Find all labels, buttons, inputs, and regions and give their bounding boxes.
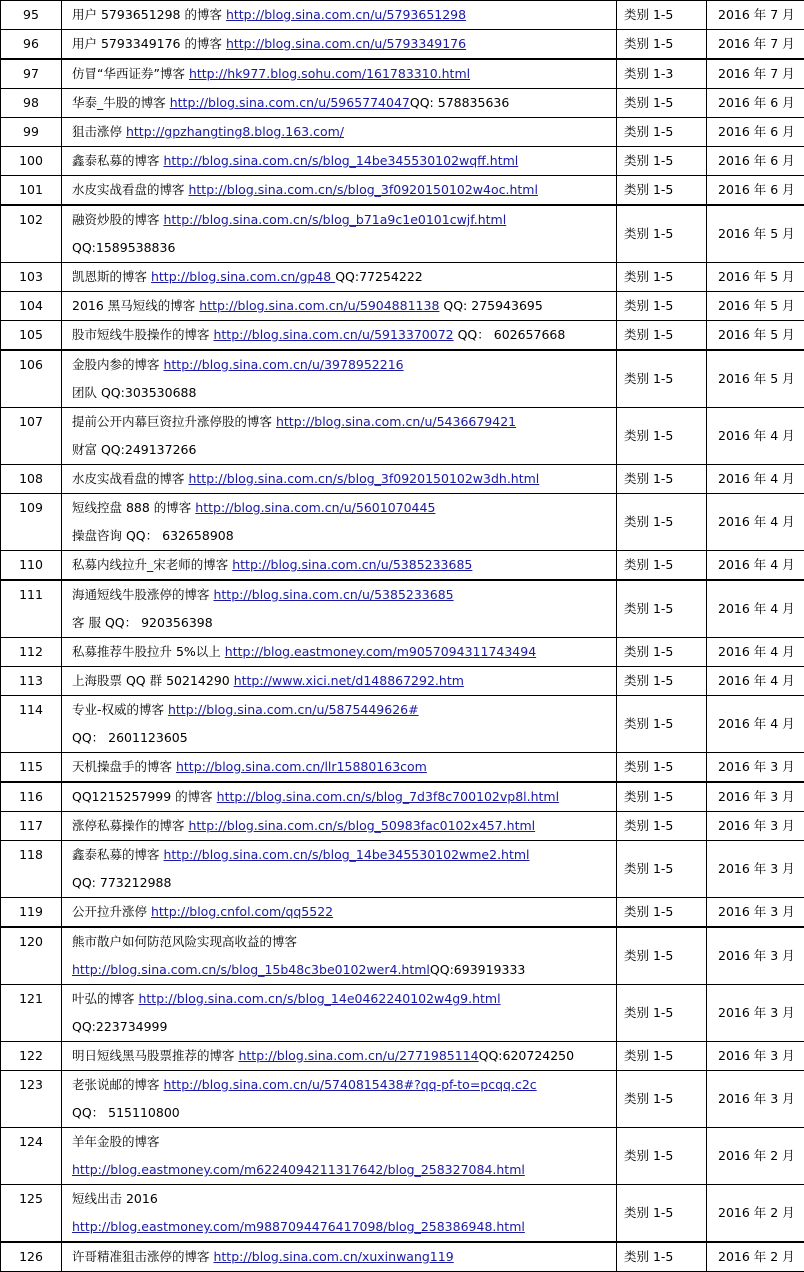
entry-text: 公开拉升涨停 [72, 904, 151, 919]
date-cell: 2016 年 4 月 [707, 551, 804, 581]
category-cell: 类别 1-5 [617, 551, 707, 581]
row-number: 121 [1, 985, 62, 1042]
blog-link[interactable]: http://blog.sina.com.cn/llr15880163com [176, 759, 427, 774]
table-row [1, 1185, 804, 1243]
entry-text: 专业-权威的博客 [72, 702, 168, 717]
blog-link[interactable]: http://blog.sina.com.cn/u/3978952216 [163, 357, 403, 372]
table-row [1, 408, 804, 465]
date-cell: 2016 年 7 月 [707, 59, 804, 89]
row-number: 97 [1, 59, 62, 89]
row-number: 123 [1, 1071, 62, 1128]
blog-link[interactable]: http://blog.sina.com.cn/s/blog_7d3f8c700102vp8l.html [217, 789, 559, 804]
table-row [1, 841, 804, 898]
row-number: 110 [1, 551, 62, 581]
category-cell: 类别 1-5 [617, 638, 707, 667]
entry-line [72, 408, 616, 436]
row-number: 105 [1, 321, 62, 351]
blog-title-cell [62, 841, 617, 898]
table-row [1, 1071, 804, 1128]
entry-line [72, 118, 616, 146]
blog-title-cell [62, 1128, 617, 1185]
blog-link[interactable]: http://hk977.blog.sohu.com/161783310.html [189, 66, 470, 81]
row-number: 124 [1, 1128, 62, 1185]
table-body [1, 1, 804, 1272]
category-cell: 类别 1-5 [617, 147, 707, 176]
table-row [1, 898, 804, 928]
blog-title-cell [62, 1185, 617, 1243]
table-row [1, 580, 804, 638]
date-cell: 2016 年 3 月 [707, 812, 804, 841]
entry-line [72, 1185, 616, 1213]
row-number: 95 [1, 1, 62, 30]
entry-text: QQ: 773212988 [72, 875, 171, 890]
date-cell: 2016 年 7 月 [707, 30, 804, 60]
category-cell: 类别 1-5 [617, 753, 707, 783]
blog-title-cell [62, 753, 617, 783]
category-cell: 类别 1-5 [617, 667, 707, 696]
entry-text: 羊年金股的博客 [72, 1134, 160, 1149]
table-row [1, 118, 804, 147]
blog-link[interactable]: http://blog.sina.com.cn/s/blog_3f0920150102w4oc.html [188, 182, 537, 197]
entry-text: 操盘咨询 QQ： 632658908 [72, 528, 234, 543]
table-row [1, 927, 804, 985]
entry-line [72, 1, 616, 29]
row-number: 114 [1, 696, 62, 753]
blog-link[interactable]: http://blog.sina.com.cn/u/5436679421 [276, 414, 516, 429]
entry-line [72, 956, 616, 984]
category-cell: 类别 1-5 [617, 1185, 707, 1243]
category-cell: 类别 1-5 [617, 89, 707, 118]
blog-title-cell [62, 898, 617, 928]
date-cell: 2016 年 4 月 [707, 580, 804, 638]
blog-title-cell [62, 30, 617, 60]
date-cell: 2016 年 4 月 [707, 667, 804, 696]
entry-line [72, 1071, 616, 1099]
entry-text: 仿冒“华西证券”博客 [72, 66, 189, 81]
table-row [1, 465, 804, 494]
entry-text: 水皮实战看盘的博客 [72, 182, 188, 197]
date-cell: 2016 年 2 月 [707, 1185, 804, 1243]
entry-text: 财富 QQ:249137266 [72, 442, 196, 457]
date-cell: 2016 年 3 月 [707, 753, 804, 783]
entry-extra: QQ: 578835636 [410, 95, 509, 110]
category-cell: 类别 1-5 [617, 263, 707, 292]
entry-line [72, 812, 616, 840]
blog-link[interactable]: http://blog.sina.com.cn/u/5740815438#?qq-pf-to=pcqq.c2c [163, 1077, 536, 1092]
entry-text: 客 服 QQ： 920356398 [72, 615, 213, 630]
date-cell: 2016 年 4 月 [707, 494, 804, 551]
entry-text: 凯恩斯的博客 [72, 269, 151, 284]
table-row [1, 667, 804, 696]
row-number: 98 [1, 89, 62, 118]
entry-line [72, 581, 616, 609]
blog-title-cell [62, 551, 617, 581]
row-number: 102 [1, 205, 62, 263]
blog-title-cell [62, 465, 617, 494]
blog-title-cell [62, 350, 617, 408]
date-cell: 2016 年 3 月 [707, 1042, 804, 1071]
entry-line [72, 206, 616, 234]
category-cell: 类别 1-5 [617, 927, 707, 985]
row-number: 104 [1, 292, 62, 321]
blog-link[interactable]: http://www.xici.net/d148867292.htm [234, 673, 464, 688]
entry-text: 老张说邮的博客 [72, 1077, 163, 1092]
entry-line [72, 465, 616, 493]
category-cell: 类别 1-3 [617, 59, 707, 89]
blog-link[interactable]: http://blog.eastmoney.com/m9057094311743494 [225, 644, 536, 659]
blog-link[interactable]: http://blog.sina.com.cn/s/blog_15b48c3be0102wer4.html [72, 962, 430, 977]
category-cell: 类别 1-5 [617, 118, 707, 147]
entry-text: 团队 QQ:303530688 [72, 385, 196, 400]
entry-text: 融资炒股的博客 [72, 212, 163, 227]
entry-text: QQ1215257999 的博客 [72, 789, 217, 804]
entry-line [72, 494, 616, 522]
entry-text: 明日短线黑马股票推荐的博客 [72, 1048, 238, 1063]
date-cell: 2016 年 4 月 [707, 465, 804, 494]
date-cell: 2016 年 5 月 [707, 292, 804, 321]
blog-title-cell [62, 408, 617, 465]
table-row [1, 985, 804, 1042]
row-number: 120 [1, 927, 62, 985]
table-row [1, 638, 804, 667]
blog-title-cell [62, 1071, 617, 1128]
entry-text: QQ:1589538836 [72, 240, 175, 255]
entry-line [72, 985, 616, 1013]
date-cell: 2016 年 3 月 [707, 841, 804, 898]
table-row [1, 59, 804, 89]
blog-link[interactable]: http://blog.eastmoney.com/m6224094211317642/blog_258327084.html [72, 1162, 525, 1177]
row-number: 122 [1, 1042, 62, 1071]
blog-link[interactable]: http://blog.sina.com.cn/u/5601070445 [195, 500, 435, 515]
blog-title-cell [62, 118, 617, 147]
entry-line [72, 30, 616, 58]
entry-text: 许哥精准狙击涨停的博客 [72, 1249, 213, 1264]
date-cell: 2016 年 2 月 [707, 1242, 804, 1272]
category-cell: 类别 1-5 [617, 1242, 707, 1272]
entry-line [72, 928, 616, 956]
entry-line [72, 638, 616, 666]
category-cell: 类别 1-5 [617, 985, 707, 1042]
entry-text: 私募内线拉升_宋老师的博客 [72, 557, 232, 572]
entry-text: QQ： 515110800 [72, 1105, 180, 1120]
date-cell: 2016 年 3 月 [707, 1071, 804, 1128]
row-number: 125 [1, 1185, 62, 1243]
entry-line [72, 234, 616, 262]
blog-link[interactable]: http://blog.sina.com.cn/xuxinwang119 [213, 1249, 453, 1264]
category-cell: 类别 1-5 [617, 812, 707, 841]
row-number: 112 [1, 638, 62, 667]
blog-link[interactable]: http://blog.sina.com.cn/s/blog_14be345530102wme2.html [163, 847, 529, 862]
table-row [1, 1042, 804, 1071]
blog-link[interactable]: http://blog.sina.com.cn/gp48 [151, 269, 335, 284]
date-cell: 2016 年 6 月 [707, 89, 804, 118]
entry-text: 狙击涨停 [72, 124, 126, 139]
date-cell: 2016 年 3 月 [707, 985, 804, 1042]
blog-link[interactable]: http://blog.eastmoney.com/m9887094476417098/blog_258386948.html [72, 1219, 525, 1234]
blog-link[interactable]: http://blog.sina.com.cn/u/5904881138 [199, 298, 439, 313]
blog-title-cell [62, 638, 617, 667]
row-number: 107 [1, 408, 62, 465]
date-cell: 2016 年 5 月 [707, 321, 804, 351]
category-cell: 类别 1-5 [617, 176, 707, 206]
blog-link[interactable]: http://blog.sina.com.cn/u/5875449626# [168, 702, 419, 717]
category-cell: 类别 1-5 [617, 30, 707, 60]
date-cell: 2016 年 3 月 [707, 927, 804, 985]
entry-text: 涨停私募操作的博客 [72, 818, 188, 833]
table-row [1, 753, 804, 783]
entry-text: 叶弘的博客 [72, 991, 138, 1006]
entry-line [72, 609, 616, 637]
blog-link[interactable]: http://blog.sina.com.cn/s/blog_b71a9c1e0101cwjf.html [163, 212, 506, 227]
blog-title-cell [62, 927, 617, 985]
blog-title-cell [62, 1, 617, 30]
entry-text: 华泰_牛股的博客 [72, 95, 170, 110]
date-cell: 2016 年 5 月 [707, 263, 804, 292]
table-row [1, 176, 804, 206]
blog-title-cell [62, 147, 617, 176]
category-cell: 类别 1-5 [617, 350, 707, 408]
entry-extra: QQ: 275943695 [439, 298, 542, 313]
entry-extra: QQ:620724250 [479, 1048, 574, 1063]
category-cell: 类别 1-5 [617, 1, 707, 30]
blog-link[interactable]: http://blog.sina.com.cn/u/5385233685 [213, 587, 453, 602]
table-row [1, 321, 804, 351]
blog-link[interactable]: http://blog.sina.com.cn/s/blog_14be345530102wqff.html [163, 153, 518, 168]
category-cell: 类别 1-5 [617, 408, 707, 465]
entry-line [72, 522, 616, 550]
table-row [1, 263, 804, 292]
entry-text: 天机操盘手的博客 [72, 759, 176, 774]
entry-line [72, 898, 616, 926]
entry-line [72, 1013, 616, 1041]
blog-title-cell [62, 494, 617, 551]
entry-text: 熊市散户如何防范风险实现高收益的博客 [72, 934, 297, 949]
blog-title-cell [62, 812, 617, 841]
entry-line [72, 1128, 616, 1156]
blog-title-cell [62, 1242, 617, 1272]
blog-title-cell [62, 782, 617, 812]
table-row [1, 1128, 804, 1185]
blog-link[interactable]: http://blog.sina.com.cn/u/5913370072 [213, 327, 453, 342]
blog-link[interactable]: http://blog.sina.com.cn/u/5793651298 [226, 7, 466, 22]
blog-title-cell [62, 176, 617, 206]
row-number: 115 [1, 753, 62, 783]
row-number: 100 [1, 147, 62, 176]
blog-link[interactable]: http://blog.sina.com.cn/s/blog_14e0462240102w4g9.html [138, 991, 500, 1006]
table-row [1, 292, 804, 321]
category-cell: 类别 1-5 [617, 898, 707, 928]
entry-text: 私募推荐牛股拉升 5%以上 [72, 644, 225, 659]
entry-line [72, 841, 616, 869]
entry-text: 2016 黑马短线的博客 [72, 298, 199, 313]
entry-line [72, 869, 616, 897]
row-number: 113 [1, 667, 62, 696]
blog-title-cell [62, 580, 617, 638]
entry-text: 海通短线牛股涨停的博客 [72, 587, 213, 602]
category-cell: 类别 1-5 [617, 1071, 707, 1128]
entry-line [72, 379, 616, 407]
date-cell: 2016 年 3 月 [707, 898, 804, 928]
row-number: 116 [1, 782, 62, 812]
entry-line [72, 1213, 616, 1241]
entry-line [72, 60, 616, 88]
row-number: 126 [1, 1242, 62, 1272]
category-cell: 类别 1-5 [617, 1128, 707, 1185]
table-row [1, 551, 804, 581]
date-cell: 2016 年 5 月 [707, 350, 804, 408]
date-cell: 2016 年 3 月 [707, 782, 804, 812]
category-cell: 类别 1-5 [617, 494, 707, 551]
entry-line [72, 753, 616, 781]
row-number: 111 [1, 580, 62, 638]
date-cell: 2016 年 4 月 [707, 638, 804, 667]
blog-link[interactable]: http://blog.sina.com.cn/s/blog_50983fac0102x457.html [188, 818, 535, 833]
table-row [1, 350, 804, 408]
entry-line [72, 321, 616, 349]
date-cell: 2016 年 7 月 [707, 1, 804, 30]
table-row [1, 30, 804, 60]
date-cell: 2016 年 2 月 [707, 1128, 804, 1185]
blog-link[interactable]: http://gpzhangting8.blog.163.com/ [126, 124, 344, 139]
entry-text: 提前公开内幕巨资拉升涨停股的博客 [72, 414, 276, 429]
row-number: 99 [1, 118, 62, 147]
table-row [1, 89, 804, 118]
entry-line [72, 551, 616, 579]
table-row [1, 1242, 804, 1272]
entry-line [72, 1099, 616, 1127]
date-cell: 2016 年 4 月 [707, 696, 804, 753]
date-cell: 2016 年 4 月 [707, 408, 804, 465]
table-row [1, 696, 804, 753]
row-number: 103 [1, 263, 62, 292]
entry-text: 水皮实战看盘的博客 [72, 471, 188, 486]
category-cell: 类别 1-5 [617, 782, 707, 812]
table-row [1, 1, 804, 30]
blog-link[interactable]: http://blog.sina.com.cn/u/5965774047 [170, 95, 410, 110]
blog-link[interactable]: http://blog.sina.com.cn/s/blog_3f0920150102w3dh.html [188, 471, 539, 486]
entry-line [72, 667, 616, 695]
entry-text: 鑫泰私募的博客 [72, 847, 163, 862]
category-cell: 类别 1-5 [617, 580, 707, 638]
blog-link[interactable]: http://blog.cnfol.com/qq5522 [151, 904, 333, 919]
entry-text: QQ： 2601123605 [72, 730, 188, 745]
entry-line [72, 292, 616, 320]
blog-link[interactable]: http://blog.sina.com.cn/u/5385233685 [232, 557, 472, 572]
blog-title-cell [62, 89, 617, 118]
row-number: 108 [1, 465, 62, 494]
row-number: 96 [1, 30, 62, 60]
entry-line [72, 147, 616, 175]
table-row [1, 205, 804, 263]
entry-text: 股市短线牛股操作的博客 [72, 327, 213, 342]
blog-title-cell [62, 696, 617, 753]
row-number: 106 [1, 350, 62, 408]
table-row [1, 812, 804, 841]
date-cell: 2016 年 6 月 [707, 147, 804, 176]
entry-line [72, 351, 616, 379]
blog-link[interactable]: http://blog.sina.com.cn/u/5793349176 [226, 36, 466, 51]
blog-title-cell [62, 292, 617, 321]
row-number: 118 [1, 841, 62, 898]
entry-line [72, 696, 616, 724]
blog-link[interactable]: http://blog.sina.com.cn/u/2771985114 [238, 1048, 478, 1063]
row-number: 117 [1, 812, 62, 841]
blog-title-cell [62, 985, 617, 1042]
entry-line [72, 783, 616, 811]
category-cell: 类别 1-5 [617, 465, 707, 494]
table-row [1, 494, 804, 551]
entry-line [72, 1156, 616, 1184]
category-cell: 类别 1-5 [617, 292, 707, 321]
entry-text: 金股内参的博客 [72, 357, 163, 372]
entry-line [72, 89, 616, 117]
category-cell: 类别 1-5 [617, 841, 707, 898]
blog-title-cell [62, 667, 617, 696]
entry-text: 鑫泰私募的博客 [72, 153, 163, 168]
table-row [1, 782, 804, 812]
entry-text: 用户 5793651298 的博客 [72, 7, 226, 22]
category-cell: 类别 1-5 [617, 1042, 707, 1071]
entry-text: 用户 5793349176 的博客 [72, 36, 226, 51]
entry-text: 短线控盘 888 的博客 [72, 500, 195, 515]
date-cell: 2016 年 5 月 [707, 205, 804, 263]
entry-line [72, 1243, 616, 1271]
category-cell: 类别 1-5 [617, 205, 707, 263]
date-cell: 2016 年 6 月 [707, 176, 804, 206]
blog-title-cell [62, 263, 617, 292]
entry-line [72, 176, 616, 204]
table-row [1, 147, 804, 176]
entry-line [72, 436, 616, 464]
blog-title-cell [62, 59, 617, 89]
row-number: 119 [1, 898, 62, 928]
entry-text: 上海股票 QQ 群 50214290 [72, 673, 234, 688]
entry-line [72, 263, 616, 291]
entry-extra: QQ:693919333 [430, 962, 525, 977]
entry-line [72, 1042, 616, 1070]
date-cell: 2016 年 6 月 [707, 118, 804, 147]
entry-extra: QQ： 602657668 [454, 327, 566, 342]
row-number: 101 [1, 176, 62, 206]
category-cell: 类别 1-5 [617, 321, 707, 351]
entry-text: QQ:223734999 [72, 1019, 167, 1034]
entry-text: 短线出击 2016 [72, 1191, 158, 1206]
blog-title-cell [62, 1042, 617, 1071]
entry-line [72, 724, 616, 752]
blog-title-cell [62, 321, 617, 351]
blog-title-cell [62, 205, 617, 263]
category-cell: 类别 1-5 [617, 696, 707, 753]
entry-extra: QQ:77254222 [335, 269, 423, 284]
row-number: 109 [1, 494, 62, 551]
